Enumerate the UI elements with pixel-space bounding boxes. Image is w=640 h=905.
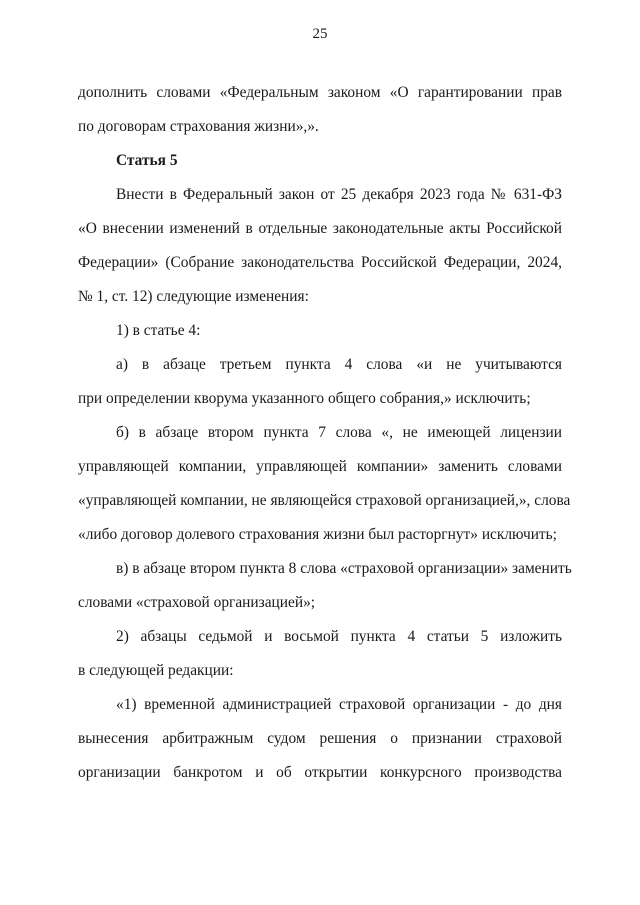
article-heading: Статья 5 [116, 152, 178, 169]
text-line: в) в абзаце втором пункта 8 слова «страховой организации» заменить [116, 560, 572, 577]
text-line: 2) абзацы седьмой и восьмой пункта 4 статьи 5 изложить [116, 628, 562, 645]
text-line: № 1, ст. 12) следующие изменения: [78, 288, 309, 305]
text-line: Федерации» (Собрание законодательства Российской Федерации, 2024, [78, 254, 562, 271]
text-line: «управляющей компании, не являющейся страховой организацией,», слова [78, 492, 571, 509]
text-line: в следующей редакции: [78, 662, 234, 679]
text-line: управляющей компании, управляющей компании» заменить словами [78, 458, 562, 475]
document-body [78, 76, 572, 790]
text-line: словами «страховой организацией»; [78, 594, 316, 611]
text-line: Внести в Федеральный закон от 25 декабря 2023 года № 631-ФЗ [116, 186, 562, 203]
text-line: «1) временной администрацией страховой организации - до дня [116, 696, 562, 713]
text-line: организации банкротом и об открытии конкурсного производства [78, 764, 562, 781]
text-line: 1) в статье 4: [116, 322, 201, 339]
text-line: б) в абзаце втором пункта 7 слова «, не имеющей лицензии [116, 424, 562, 441]
text-line: «О внесении изменений в отдельные законодательные акты Российской [78, 220, 562, 237]
text-line: по договорам страхования жизни»,». [78, 118, 319, 135]
text-line: а) в абзаце третьем пункта 4 слова «и не учитываются [116, 356, 562, 373]
page-number: 25 [312, 26, 328, 42]
text-line: дополнить словами «Федеральным законом «О гарантировании прав [78, 84, 562, 101]
text-line: вынесения арбитражным судом решения о признании страховой [78, 730, 562, 747]
text-line: при определении кворума указанного общего собрания,» исключить; [78, 390, 531, 407]
text-line: «либо договор долевого страхования жизни был расторгнут» исключить; [78, 526, 557, 543]
